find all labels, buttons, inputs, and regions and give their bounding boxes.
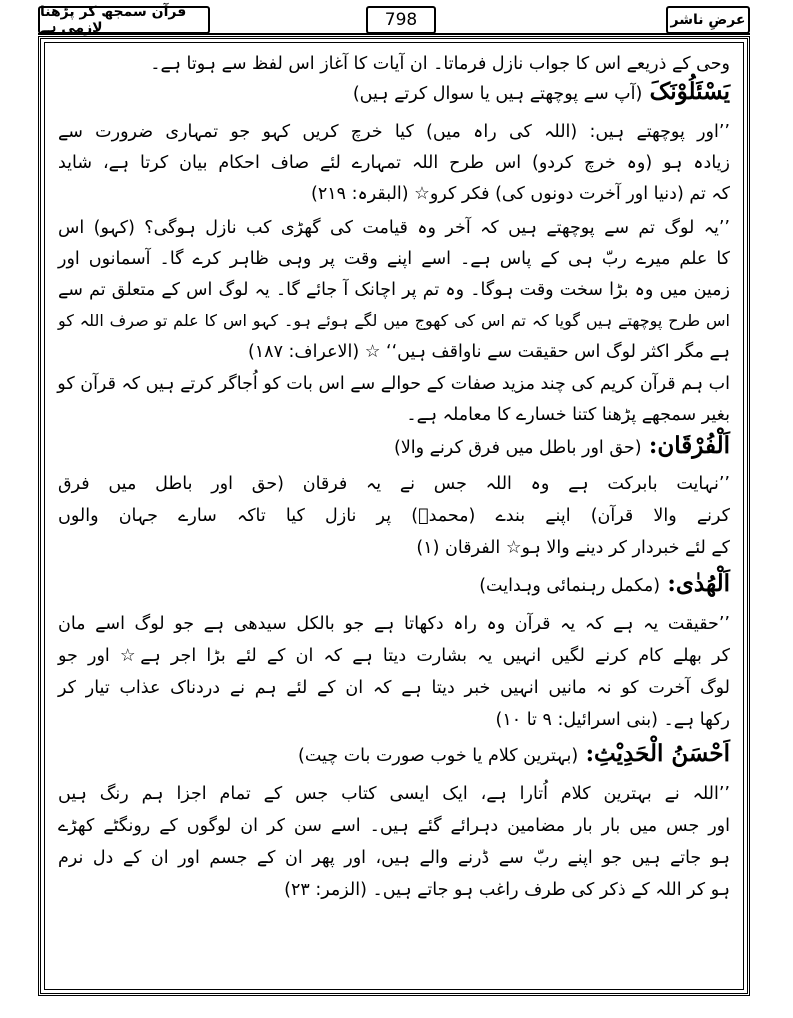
heading-gloss: (حق اور باطل میں فرق کرنے والا) [394,438,642,458]
text-line: ہو کر اللہ کے ذکر کی طرف راغب ہو جاتے ہیں۔ (الزمر: ۲۳) [284,880,730,900]
running-title: قرآن سمجھ کر پڑھنا لازمی ہے [38,6,210,34]
text-line: ’’حقیقت یہ ہے کہ یہ قرآن وہ راہ دکھاتا ہے جو بالکل سیدھی ہے جو لوگ اسے مان [58,614,730,634]
page-body [58,46,730,986]
text-line: ’’نہایت بابرکت ہے وہ اللہ جس نے یہ فرقان (حق اور باطل میں فرق [58,474,730,494]
text-line: کا علم میرے ربّ ہی کے پاس ہے۔ اسے اپنے وقت پر وہی ظاہر کرے گا۔ آسمانوں اور [58,249,731,269]
heading-term: اَلْھُدٰی: [667,570,730,597]
heading-term: اَحْسَنُ الْحَدِیْثِ: [585,740,730,767]
text-line: اب ہم قرآن کریم کی چند مزید صفات کے حوالے سے اس بات کو اُجاگر کرتے ہیں کہ قرآن کو [57,374,730,394]
page-number: 798 [366,6,436,34]
heading-gloss: (بہترین کلام یا خوب صورت بات چیت) [298,746,579,766]
section-heading [353,78,730,105]
text-line: کر بھلے کام کرنے لگیں انہیں یہ بشارت دیتا ہے کہ ان کے لئے بڑا اجر ہے☆ اور جو [58,646,730,666]
text-line: ’’اللہ نے بہترین کلام اُتارا ہے، ایک ایسی کتاب جس کے تمام اجزا ہم رنگ ہیں [58,784,730,804]
text-line: کرنے والا قرآن) اپنے بندے (محمدؐ) پر نازل کیا تاکہ سارے جہان والوں [58,506,730,526]
text-line: رکھا ہے۔ (بنی اسرائیل: ۹ تا ۱۰) [495,710,730,730]
text-line: بغیر سمجھے پڑھنا کتنا خسارے کا معاملہ ہے۔ [406,405,730,425]
text-line: زمین میں وہ بڑا سخت وقت ہوگا۔ وہ تم پر اچانک آ جائے گا۔ یہ لوگ اس کے متعلق تم سے [58,280,730,300]
section-title: عرضِ ناشر [666,6,750,34]
section-heading [298,740,730,767]
text-line: ہو جاتے ہیں جو اپنے ربّ سے ڈرنے والے ہیں، اور پھر ان کے جسم اور ان کے دل نرم [58,848,730,868]
text-line: اور جس میں بار بار مضامین دہرائے گئے ہیں۔ اسے سن کر ان لوگوں کے رونگٹے کھڑے [58,816,730,836]
section-heading [479,570,730,597]
page-header [38,6,750,36]
section-heading [394,432,730,459]
text-line: ہے مگر اکثر لوگ اس حقیقت سے ناواقف ہیں‘‘ ☆ (الاعراف: ۱۸۷) [247,342,730,362]
text-line: وحی کے ذریعے اس کا جواب نازل فرماتا۔ ان آیات کا آغاز اس لفظ سے ہوتا ہے۔ [150,54,730,74]
heading-gloss: (مکمل رہنمائی وہدایت) [479,576,661,596]
text-line: ’’یہ لوگ تم سے پوچھتے ہیں کہ آخر وہ قیامت کی گھڑی کب نازل ہوگی؟ (کہو) اس [58,218,730,238]
text-line: کے لئے خبردار کر دینے والا ہو☆ الفرقان (۱) [416,538,730,558]
heading-term: یَسْئَلُوْنَکَ [649,78,730,105]
text-line: کہ تم (دنیا اور آخرت دونوں کی) فکر کرو☆ (البقرہ: ۲۱۹) [311,184,730,204]
text-line: زیادہ ہو (وہ خرچ کردو) اس طرح اللہ تمہارے لئے صاف احکام بیان کرتا ہے، شاید [58,153,730,173]
heading-term: اَلْفُرْقَان: [648,432,730,459]
text-line: اس طرح پوچھتے ہیں گویا کہ تم اس کی کھوج میں لگے ہوئے ہو۔ کہو اس کا علم تو صرف اللہ کو [58,311,730,330]
text-line: لوگ آخرت کو نہ مانیں انہیں خبر دیتا ہے کہ ان کے لئے ہم نے دردناک عذاب تیار کر [58,678,730,698]
heading-gloss: (آپ سے پوچھتے ہیں یا سوال کرتے ہیں) [352,84,643,104]
text-line: ’’اور پوچھتے ہیں: (اللہ کی راہ میں) کیا خرچ کریں کہو جو تمہاری ضرورت سے [58,122,730,142]
